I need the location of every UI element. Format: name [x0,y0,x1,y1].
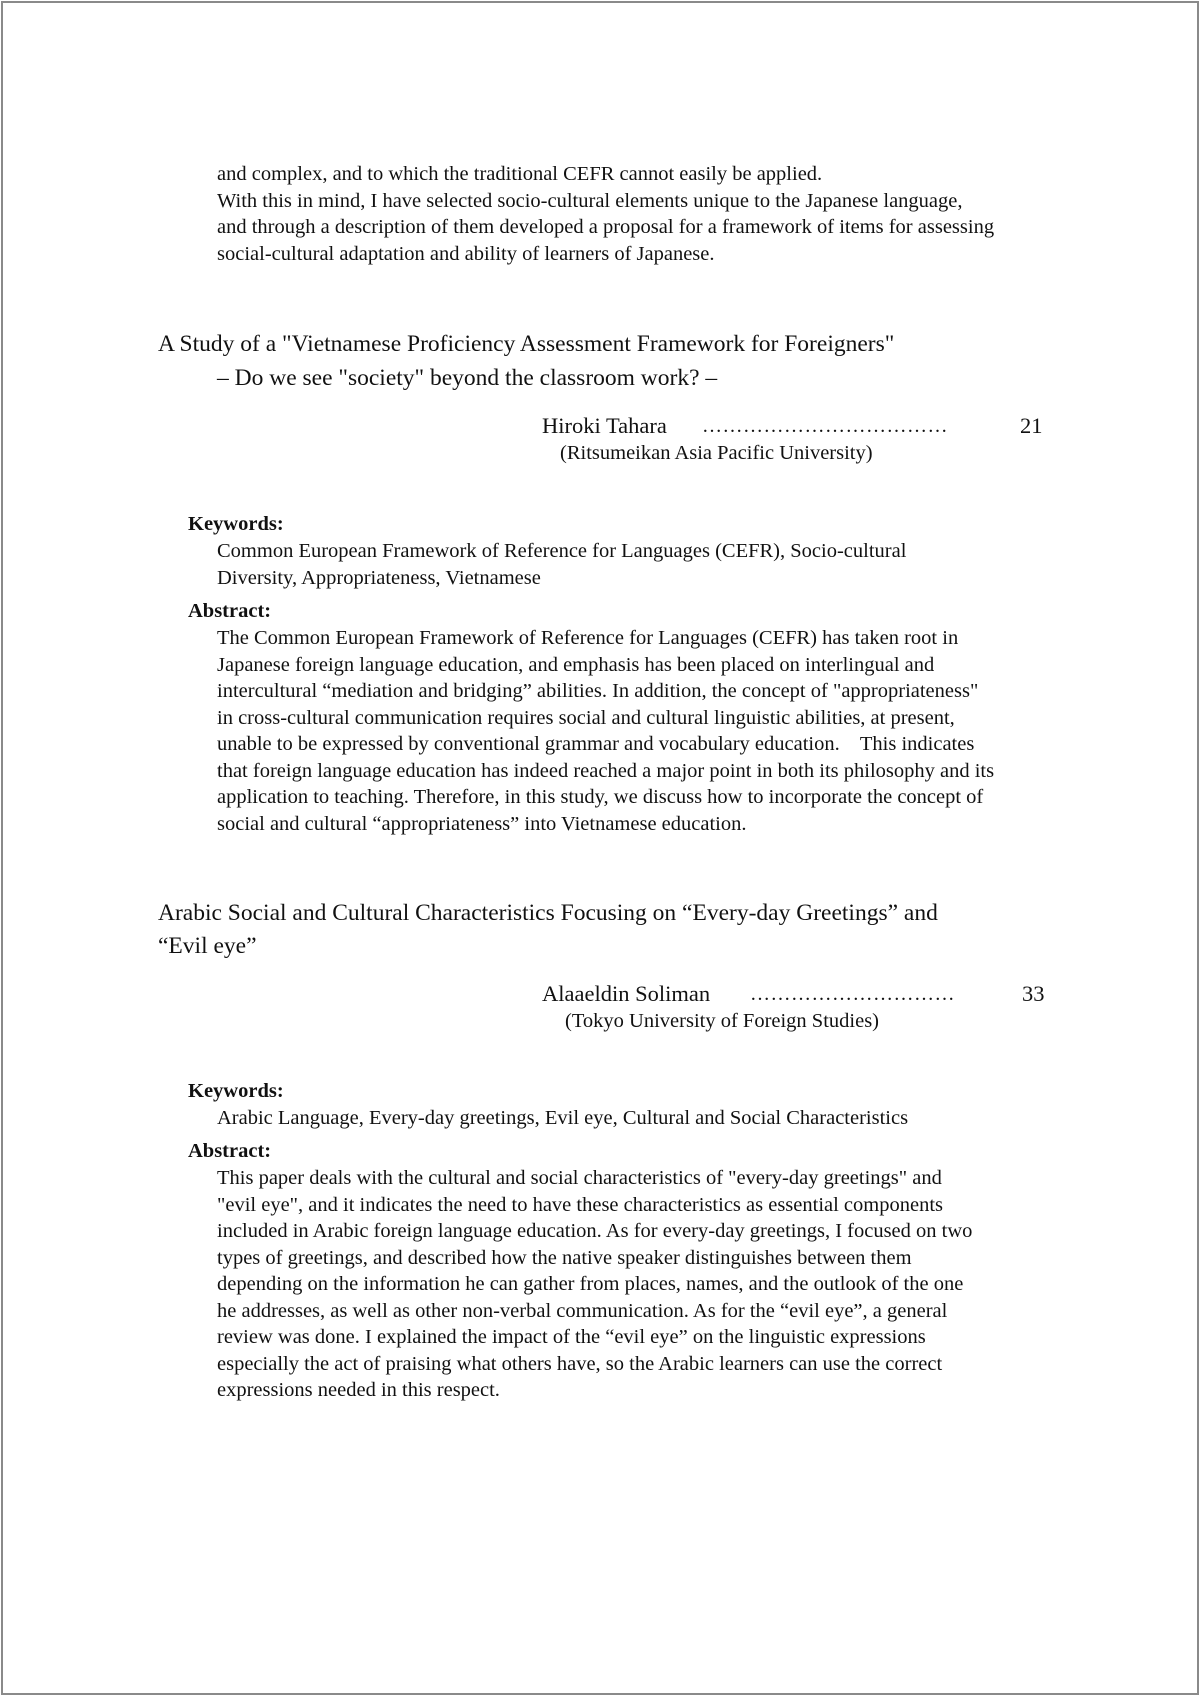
intro-paragraph [217,161,994,267]
dot-leader: ………………………… [750,983,955,1005]
keywords-line: Common European Framework of Reference for Languages (CEFR), Socio-cultural [217,540,907,562]
intro-line: and through a description of them developed a proposal for a framework of items for assessing [217,216,995,238]
abstract-line: included in Arabic foreign language education. As for every-day greetings, I focused on two [217,1220,973,1242]
abstract-label: Abstract: [188,600,272,622]
keywords-label: Keywords: [188,513,284,535]
entry-title: Arabic Social and Cultural Characteristics Focusing on “Every-day Greetings” and [158,900,938,926]
page-number: 33 [1022,981,1045,1006]
abstract-line: expressions needed in this respect. [217,1379,500,1401]
abstract-line: in cross-cultural communication requires social and cultural linguistic abilities, at present, [217,706,955,729]
abstract-line: intercultural “mediation and bridging” abilities. In addition, the concept of "appropriateness" [217,680,979,702]
intro-line: and complex, and to which the traditional CEFR cannot easily be applied. [217,163,823,185]
abstract-line: social and cultural “appropriateness” into Vietnamese education. [217,812,747,835]
abstract-line: types of greetings, and described how the native speaker distinguishes between them [217,1246,912,1269]
author-name: Alaaeldin Soliman [542,981,711,1006]
abstract-line: he addresses, as well as other non-verbal communication. As for the “evil eye”, a general [217,1299,948,1322]
keywords-text [217,538,906,591]
page-number: 21 [1020,413,1043,438]
author-name: Hiroki Tahara [542,413,667,438]
abstract-line: application to teaching. Therefore, in this study, we discuss how to incorporate the concept of [217,786,984,808]
keywords-label: Keywords: [188,1080,284,1102]
abstract-line: "evil eye", and it indicates the need to have these characteristics as essential components [217,1193,943,1216]
intro-line: social-cultural adaptation and ability of learners of Japanese. [217,242,715,265]
keywords-line: Diversity, Appropriateness, Vietnamese [217,566,541,589]
abstract-line: review was done. I explained the impact of the “evil eye” on the linguistic expressions [217,1326,926,1348]
abstract-text [217,1165,972,1404]
dot-leader: ……………………………… [702,415,948,437]
abstract-label: Abstract: [188,1140,272,1162]
entry-title-continued: “Evil eye” [158,933,257,959]
abstract-line: depending on the information he can gather from places, names, and the outlook of the one [217,1273,964,1295]
keywords-text [217,1105,908,1132]
abstract-line: This paper deals with the cultural and social characteristics of "every-day greetings" and [217,1167,942,1189]
keywords-line: Arabic Language, Every-day greetings, Evil eye, Cultural and Social Characteristics [217,1107,909,1129]
abstract-line: Japanese foreign language education, and emphasis has been placed on interlingual and [217,653,935,676]
abstract-line: that foreign language education has indeed reached a major point in both its philosophy and its [217,759,995,782]
abstract-text [217,625,994,837]
intro-line: With this in mind, I have selected socio-cultural elements unique to the Japanese language, [217,189,963,212]
author-affiliation: (Ritsumeikan Asia Pacific University) [560,442,873,464]
abstract-line: unable to be expressed by conventional grammar and vocabulary education. This indicates [217,733,975,755]
abstract-line: The Common European Framework of Reference for Languages (CEFR) has taken root in [217,627,959,649]
abstract-line: especially the act of praising what others have, so the Arabic learners can use the correct [217,1352,943,1375]
author-affiliation: (Tokyo University of Foreign Studies) [565,1010,880,1032]
entry-title: A Study of a "Vietnamese Proficiency Assessment Framework for Foreigners" [158,331,895,357]
entry-subtitle: – Do we see "society" beyond the classroom work? – [217,365,718,391]
